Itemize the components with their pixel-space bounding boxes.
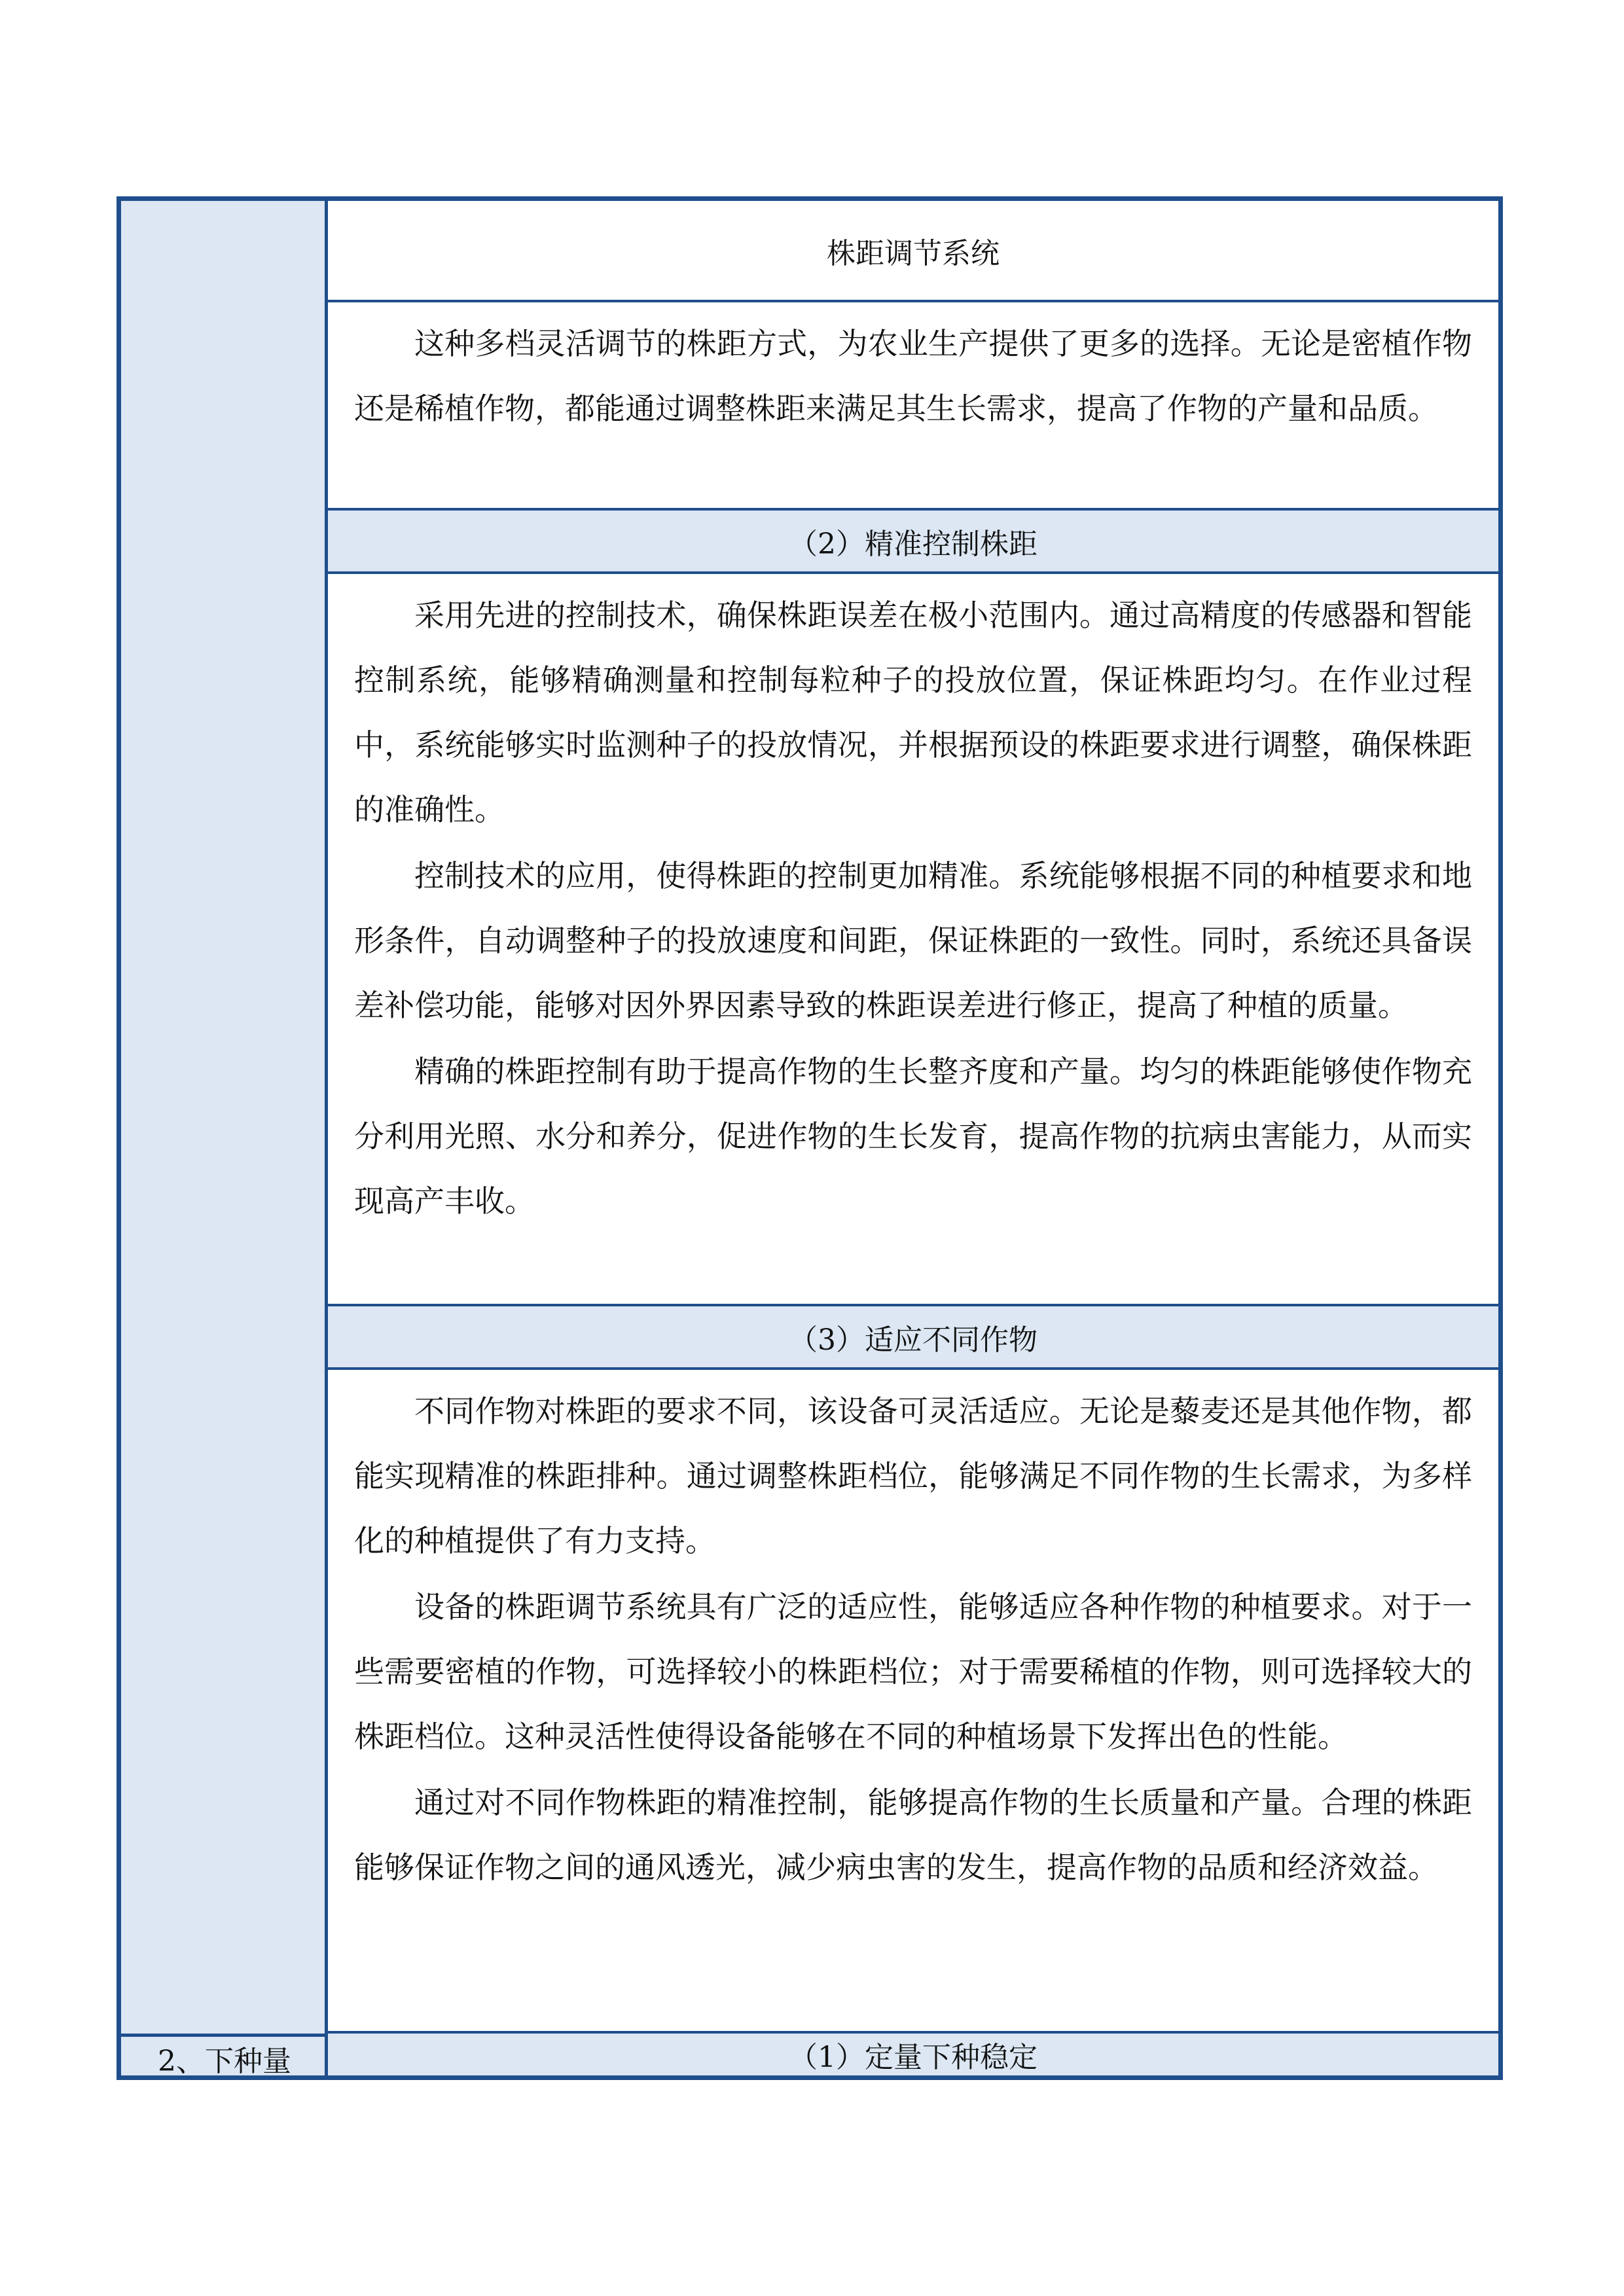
paragraph-block-1: [328, 302, 1498, 511]
paragraph-block-2: [328, 574, 1498, 1306]
paragraph: 控制技术的应用，使得株距的控制更加精准。系统能够根据不同的种植要求和地形条件，自动调整种子的投放速度和间距，保证株距的一致性。同时，系统还具备误差补偿功能，能够对因外界因素导致的株距误差进行修正，提高了种植的质量。: [354, 858, 1472, 1023]
paragraph: 不同作物对株距的要求不同，该设备可灵活适应。无论是藜麦还是其他作物，都能实现精准的株距排种。通过调整株距档位，能够满足不同作物的生长需求，为多样化的种植提供了有力支持。: [354, 1393, 1472, 1558]
left-label: 2、下种量: [121, 2034, 328, 2080]
paragraph: 精确的株距控制有助于提高作物的生长整齐度和产量。均匀的株距能够使作物充分利用光照、水分和养分，促进作物的生长发育，提高作物的抗病虫害能力，从而实现高产丰收。: [354, 1054, 1472, 1219]
paragraph-block-3: [328, 1370, 1498, 2034]
left-column: [121, 201, 328, 2075]
paragraph: 通过对不同作物株距的精准控制，能够提高作物的生长质量和产量。合理的株距能够保证作物之间的通风透光，减少病虫害的发生，提高作物的品质和经济效益。: [354, 1785, 1472, 1885]
content-table: [117, 196, 1503, 2080]
paragraph: 这种多档灵活调节的株距方式，为农业生产提供了更多的选择。无论是密植作物还是稀植作物，都能通过调整株距来满足其生长需求，提高了作物的产量和品质。: [354, 326, 1472, 426]
section-heading-2: （2）精准控制株距: [328, 511, 1498, 574]
section-heading-3: （3）适应不同作物: [328, 1306, 1498, 1370]
section-heading-last: （1）定量下种稳定: [328, 2034, 1498, 2075]
row-title: 株距调节系统: [328, 201, 1498, 302]
paragraph: 设备的株距调节系统具有广泛的适应性，能够适应各种作物的种植要求。对于一些需要密植的作物，可选择较小的株距档位；对于需要稀植的作物，则可选择较大的株距档位。这种灵活性使得设备能够在不同的种植场景下发挥出色的性能。: [354, 1589, 1472, 1754]
paragraph: 采用先进的控制技术，确保株距误差在极小范围内。通过高精度的传感器和智能控制系统，能够精确测量和控制每粒种子的投放位置，保证株距均匀。在作业过程中，系统能够实时监测种子的投放情况，并根据预设的株距要求进行调整，确保株距的准确性。: [354, 598, 1472, 827]
